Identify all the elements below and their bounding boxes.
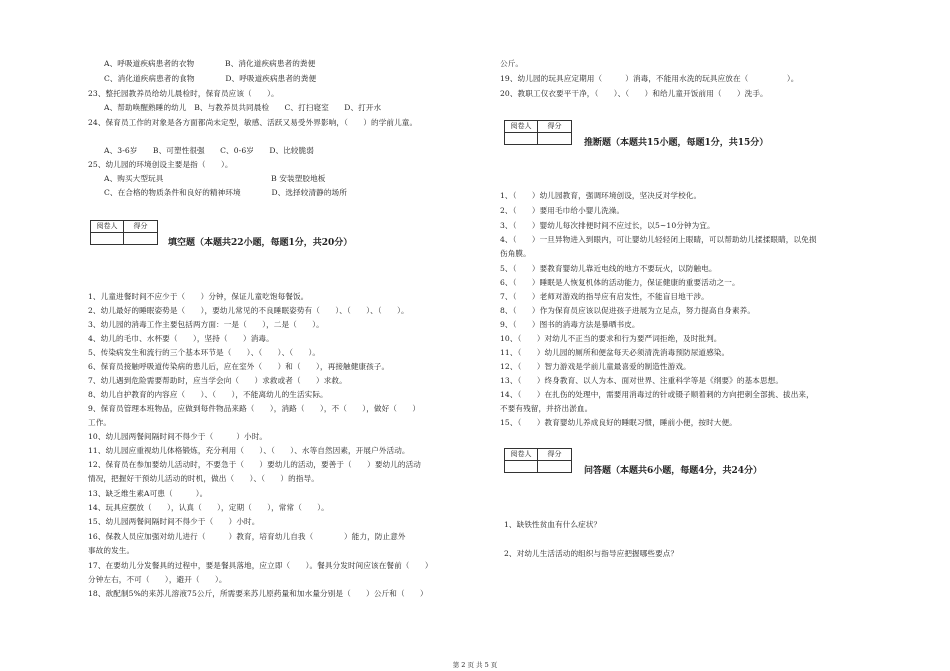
judge-q6: 6、（ ）睡眠是人恢复机体的活动能力，保证健康的重要活动之一。 [500, 278, 740, 287]
fill-section-title: 填空题（本题共22小题，每题1分，共20分） [168, 238, 353, 248]
fill-q9-cont: 工作。 [88, 418, 112, 427]
fill-q13: 13、缺乏维生素A可患（ ）。 [88, 489, 208, 498]
q22-options-ab: A、呼吸道疾病患者的衣物 B、消化道疾病患者的粪便 [104, 59, 316, 68]
fill-q9: 9、保育员管理本班物品，应做到每件物品来路（ ），消路（ ），不（ ），做好（ ） [88, 404, 421, 413]
fill-q5: 5、传染病发生和流行的三个基本环节是（ ）、（ ）、（ ）。 [88, 348, 321, 357]
judge-q14: 14、（ ）在扎伤的处理中，需要用消毒过的针或镊子顺着刺的方向把刺全部挑、拔出来， [500, 390, 814, 399]
q25-options-ab: A、购买大型玩具 B 安装塑胶地板 [104, 174, 326, 183]
fill-q1: 1、儿童进餐时间不应少于（ ）分钟，保证儿童吃饱每餐饭。 [88, 292, 309, 301]
judge-q5: 5、（ ）要教育婴幼儿靠近电线的地方不要玩火，以防触电。 [500, 264, 717, 273]
q24-stem: 24、保育员工作的对象是各方面都尚未定型，敏感、活跃又易受外界影响，（ ）的学前儿童。 [88, 118, 418, 127]
q23-options: A、帮助唤醒熟睡的幼儿 B、与教养员共同晨检 C、打扫寝室 D、打开水 [104, 103, 382, 112]
score-box-qa [504, 448, 572, 473]
fill-q17-cont: 分钟左右，不可（ ），避开（ ）。 [88, 575, 227, 584]
fill-q16-cont: 事故的发生。 [88, 546, 135, 555]
q23-stem: 23、整托园教养员给幼儿晨检时，保育员应该（ ）。 [88, 89, 279, 98]
q18-cont: 公斤。 [500, 59, 524, 68]
fill-q3: 3、幼儿园的消毒工作主要包括两方面：一是（ ），二是（ ）。 [88, 320, 324, 329]
fill-q10: 10、幼儿园两餐间隔时间不得少于（ ）小时。 [88, 432, 268, 441]
judge-q1: 1、（ ）幼儿园教育，强调环境创设，坚决反对学校化。 [500, 191, 702, 200]
score-label: 得分 [538, 449, 571, 461]
fill-q12-cont: 情况，把握好干预幼儿活动的时机，做出（ ）、（ ）的指导。 [88, 474, 319, 483]
fill-q2: 2、幼儿最好的睡眠姿势是（ ），要幼儿常见的不良睡眠姿势有（ ）、（ ）、（ ）。 [88, 306, 409, 315]
judge-q9: 9、（ ）图书的消毒方法是暴晒书皮。 [500, 320, 640, 329]
score-box-judge [504, 120, 572, 145]
fill-q8: 8、幼儿自护教育的内容应（ ）、（ ），不能离幼儿的生活实际。 [88, 390, 328, 399]
qa-q1: 1、缺铁性贫血有什么症状？ [504, 520, 602, 529]
fill-q4: 4、幼儿的毛巾、水杯要（ ），坚持（ ）消毒。 [88, 334, 274, 343]
score-label: 得分 [538, 121, 571, 133]
q22-options-cd: C、消化道疾病患者的食物 D、呼吸道疾病患者的粪便 [104, 74, 317, 83]
fill-q11: 11、幼儿园应重视幼儿体格锻炼，充分利用（ ）、（ ）、水等自然因素，开展户外活动。 [88, 446, 410, 455]
q24-options: A、3-6岁 B、可塑性很强 C、0-6岁 D、比较脆弱 [104, 146, 314, 155]
judge-q14-cont: 不要有残留，并挤出淤血。 [500, 404, 593, 413]
fill-q14: 14、玩具应摆放（ ），认真（ ），定期（ ），常常（ ）。 [88, 503, 329, 512]
judge-q13: 13、（ ）终身教育、以人为本、面对世界、注重科学等是《纲要》的基本思想。 [500, 376, 784, 385]
q25-options-cd: C、在合格的物质条件和良好的精神环境 D、选择较清静的场所 [104, 188, 347, 197]
reviewer-label: 阅卷人 [505, 121, 538, 133]
qa-section-title: 问答题（本题共6小题，每题4分，共24分） [584, 466, 763, 476]
fill-q16: 16、保教人员应加强对幼儿进行（ ）教育，培育幼儿自我（ ）能力，防止意外 [88, 532, 406, 541]
judge-q12: 12、（ ）智力游戏是学前儿童最喜爱的制造性游戏。 [500, 362, 691, 371]
reviewer-label: 阅卷人 [91, 221, 124, 233]
judge-q10: 10、（ ）对幼儿不正当的要求和行为要严词拒绝，及时批判。 [500, 334, 722, 343]
fill-q17: 17、在要幼儿分发餐具的过程中，要是餐具落地，应立即（ ）。餐具分发时间应该在餐前（ ） [88, 561, 433, 570]
fill-q6: 6、保育员接触呼吸道传染病的患儿后，应在室外（ ）和（ ），再接触健康孩子。 [88, 362, 390, 371]
reviewer-label: 阅卷人 [505, 449, 538, 461]
score-box-fill [90, 220, 158, 245]
score-label: 得分 [124, 221, 157, 233]
judge-q11: 11、（ ）幼儿园的厕所和便盆每天必须清洗消毒预防尿道感染。 [500, 348, 730, 357]
fill-q18: 18、欲配制5%的来苏儿溶液75公斤，所需要来苏儿原药量和加水量分别是（ ）公斤和（ ） [88, 589, 428, 598]
judge-q4-cont: 伤角膜。 [500, 249, 531, 258]
fill-q7: 7、幼儿遇到危险需要帮助时，应当学会向（ ）求救或者（ ）求救。 [88, 376, 347, 385]
fill-q15: 15、幼儿园两餐间隔时间不得少于（ ）小时。 [88, 517, 260, 526]
fill-q19: 19、幼儿园的玩具应定期用（ ）消毒，不能用水洗的玩具应放在（ ）。 [500, 74, 799, 83]
judge-section-title: 推断题（本题共15小题，每题1分，共15分） [584, 138, 769, 148]
judge-q3: 3、（ ）婴幼儿每次排便时间不应过长，以5~10分钟为宜。 [500, 221, 715, 230]
q25-stem: 25、幼儿园的环境创设主要是指（ ）。 [88, 160, 233, 169]
judge-q15: 15、（ ）教育婴幼儿养成良好的睡眠习惯，睡前小便，按时大便。 [500, 418, 737, 427]
fill-q20: 20、教职工仅衣要平干净，（ ）、（ ）和给儿童开饭前用（ ）洗手。 [500, 89, 768, 98]
judge-q4: 4、（ ）一旦异物进入到眼内，可让婴幼儿轻轻闭上眼睛，可以帮助幼儿揉揉眼睛，以免损 [500, 235, 817, 244]
judge-q2: 2、（ ）要用毛巾给小婴儿洗澡。 [500, 206, 625, 215]
fill-q12: 12、保育员在参加要幼儿活动时，不要急于（ ）要幼儿的活动，要善于（ ）要幼儿的活动 [88, 460, 421, 469]
qa-q2: 2、对幼儿生活活动的组织与指导应把握哪些要点？ [504, 549, 679, 558]
judge-q8: 8、（ ）作为保育员应该以促进孩子进展为立足点，努力提高自身素养。 [500, 306, 756, 315]
judge-q7: 7、（ ）老师对游戏的指导应有启发性，不能盲目地干涉。 [500, 292, 709, 301]
page-footer: 第 2 页 共 5 页 [452, 661, 498, 669]
